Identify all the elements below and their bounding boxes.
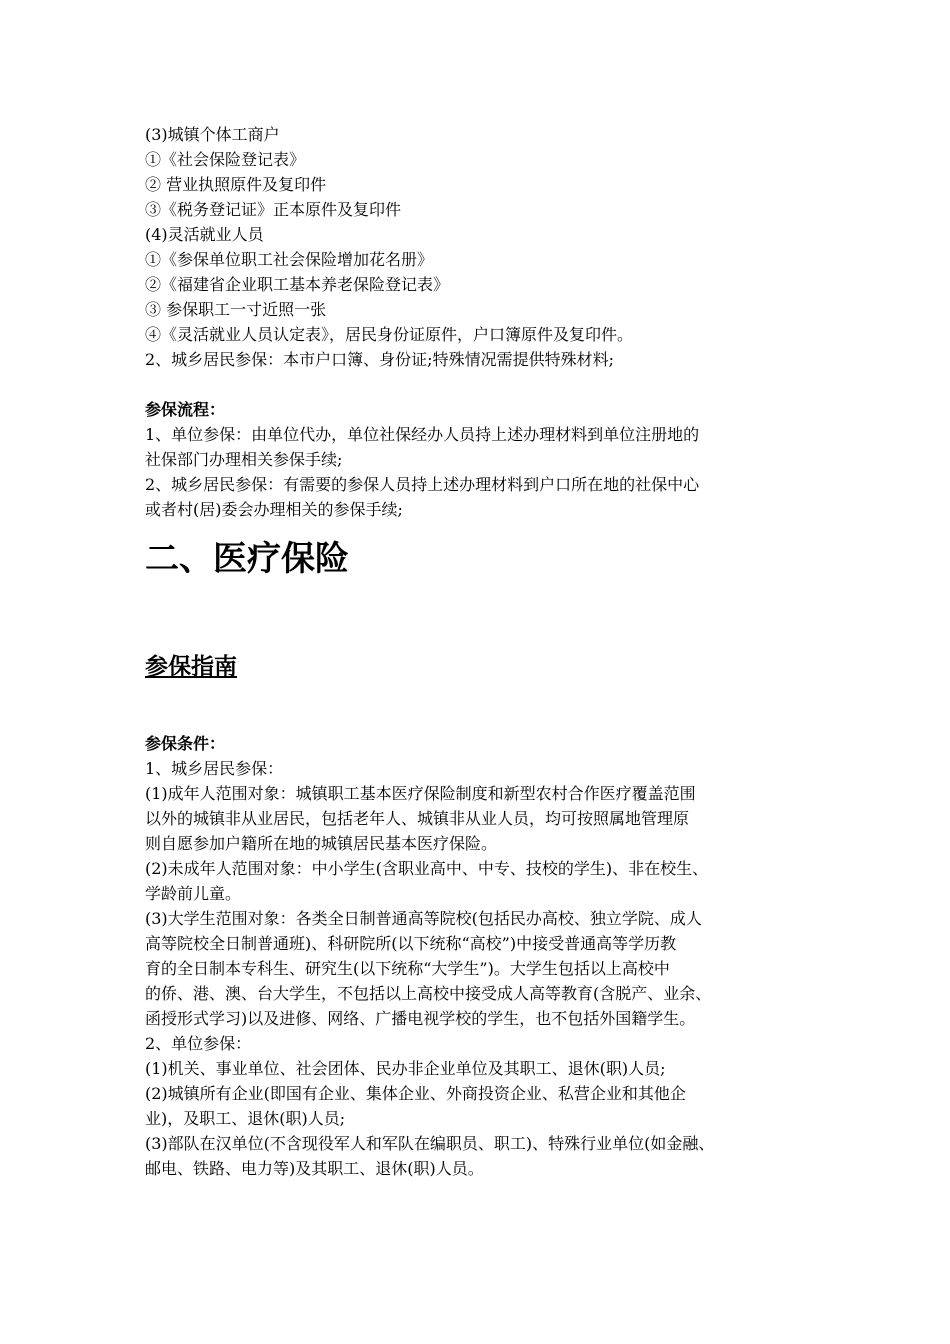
conditions-heading: 参保条件：: [145, 734, 226, 753]
text-line: ①《参保单位职工社会保险增加花名册》: [145, 250, 434, 269]
text-line: (1)成年人范围对象：城镇职工基本医疗保险制度和新型农村合作医疗覆盖范围: [145, 784, 696, 803]
process-block: [145, 397, 825, 522]
spacer: [145, 372, 825, 397]
text-line: ①《社会保险登记表》: [145, 150, 306, 169]
text-line: 2、单位参保：: [145, 1034, 252, 1053]
text-line: 育的全日制本专科生、研究生(以下统称“大学生”)。大学生包括以上高校中: [145, 959, 670, 978]
text-line: (3)大学生范围对象：各类全日制普通高等院校(包括民办高校、独立学院、成人: [145, 909, 702, 928]
text-line: (3)部队在汉单位(不含现役军人和军队在编职员、职工)、特殊行业单位(如金融、: [145, 1134, 715, 1153]
process-heading: 参保流程：: [145, 400, 226, 419]
text-line: 函授形式学习)以及进修、网络、广播电视学校的学生，也不包括外国籍学生。: [145, 1009, 696, 1028]
materials-list: [145, 122, 825, 372]
text-line: (2)未成年人范围对象：中小学生(含职业高中、中专、技校的学生)、非在校生、: [145, 859, 709, 878]
text-line: 的侨、港、澳、台大学生，不包括以上高校中接受成人高等教育(含脱产、业余、: [145, 984, 712, 1003]
text-line: (3)城镇个体工商户: [145, 125, 280, 144]
text-line: ③《税务登记证》正本原件及复印件: [145, 200, 402, 219]
text-line: 邮电、铁路、电力等)及其职工、退休(职)人员。: [145, 1159, 484, 1178]
text-line: 或者村(居)委会办理相关的参保手续;: [145, 500, 403, 519]
text-line: 业)，及职工、退休(职)人员;: [145, 1109, 346, 1128]
text-line: ③ 参保职工一寸近照一张: [145, 300, 327, 319]
text-line: 1、单位参保：由单位代办，单位社保经办人员持上述办理材料到单位注册地的: [145, 425, 700, 444]
text-line: 以外的城镇非从业居民，包括老年人、城镇非从业人员，均可按照属地管理原: [145, 809, 690, 828]
section-title: 二、医疗保险: [145, 539, 349, 579]
text-line: 2、城乡居民参保：本市户口簿、身份证;特殊情况需提供特殊材料;: [145, 350, 614, 369]
text-line: ④《灵活就业人员认定表》，居民身份证原件，户口簿原件及复印件。: [145, 325, 634, 344]
conditions-block: [145, 731, 825, 1181]
text-line: 则自愿参加户籍所在地的城镇居民基本医疗保险。: [145, 834, 498, 853]
text-line: 高等院校全日制普通班)、科研院所(以下统称“高校”)中接受普通高等学历教: [145, 934, 677, 953]
text-line: 学龄前儿童。: [145, 884, 242, 903]
guide-title: 参保指南: [145, 654, 237, 680]
text-line: (2)城镇所有企业(即国有企业、集体企业、外商投资企业、私营企业和其他企: [145, 1084, 686, 1103]
text-line: (1)机关、事业单位、社会团体、民办非企业单位及其职工、退休(职)人员;: [145, 1059, 666, 1078]
text-line: 2、城乡居民参保：有需要的参保人员持上述办理材料到户口所在地的社保中心: [145, 475, 700, 494]
spacer: [145, 683, 825, 731]
text-line: 1、城乡居民参保：: [145, 759, 284, 778]
text-line: (4)灵活就业人员: [145, 225, 264, 244]
text-line: ②《福建省企业职工基本养老保险登记表》: [145, 275, 450, 294]
text-line: ② 营业执照原件及复印件: [145, 175, 327, 194]
text-line: 社保部门办理相关参保手续;: [145, 450, 343, 469]
document-page: [145, 122, 825, 1181]
